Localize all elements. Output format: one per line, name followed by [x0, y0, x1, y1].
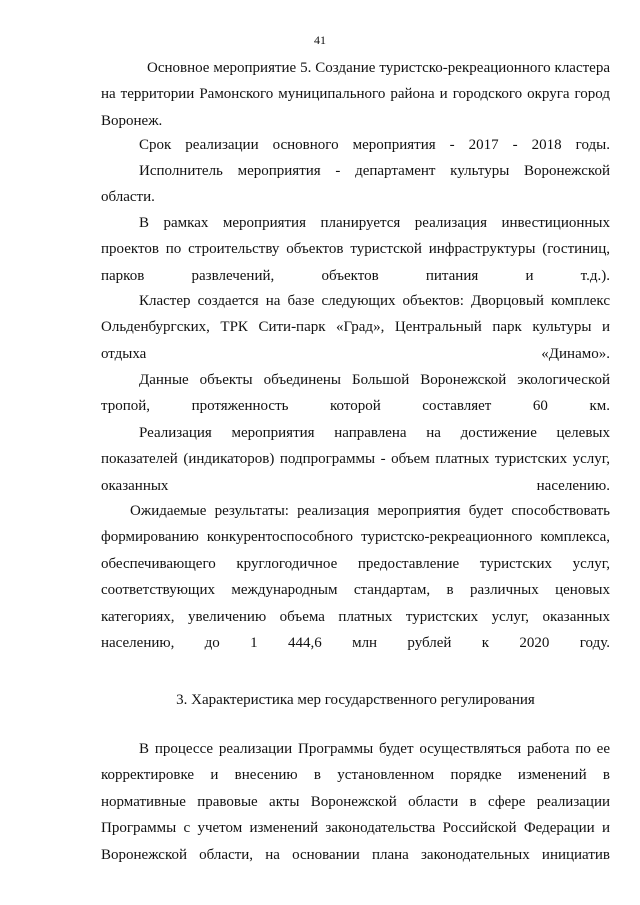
paragraph-target-indicators: Реализация мероприятия направлена на достижение целевых показателей (индикаторов) подпрограммы - объем платных туристских услуг, оказанных населению. [101, 425, 610, 494]
paragraph-ecological-trail: Данные объекты объединены Большой Воронежской экологической тропой, протяженность которой составляет 60 км. [101, 372, 610, 415]
section-heading: 3. Характеристика мер государственного регулирования [176, 692, 535, 708]
paragraph-program-adjustment: В процессе реализации Программы будет осуществляться работа по ее корректировке и внесению в установленном порядке изменений в нормативные правовые акты Воронежской области в сфере реализации Программы с учетом изменений законодательства Российской Федерации и Воронежской области, на основании плана законодательных инициатив [101, 741, 610, 863]
paragraph-main-event-5: Основное мероприятие 5. Создание туристско-рекреационного кластера на территории Рамонского муниципального района и городского округа город Воронеж. [101, 60, 610, 129]
paragraph-expected-results: Ожидаемые результаты: реализация мероприятия будет способствовать формированию конкурентоспособного туристско-рекреационного комплекса, обеспечивающего круглогодичное предоставление туристских услуг, соответствующих международным стандартам, в различных ценовых категориях, увеличению объема платных туристских услуг, оказанных населению, до 1 444,6 млн рублей к 2020 году. [101, 503, 610, 652]
page-number: 41 [314, 33, 326, 47]
paragraph-executor: Исполнитель мероприятия - департамент культуры Воронежской области. [101, 163, 610, 206]
paragraph-investment-projects: В рамках мероприятия планируется реализация инвестиционных проектов по строительству объектов туристской инфраструктуры (гостиниц, парков развлечений, объектов питания и т.д.). [101, 215, 610, 284]
paragraph-cluster-objects: Кластер создается на базе следующих объектов: Дворцовый комплекс Ольденбургских, ТРК Сити-парк «Град», Центральный парк культуры и отдыха «Динамо». [101, 293, 610, 362]
paragraph-deadline: Срок реализации основного мероприятия - 2017 - 2018 годы. [139, 137, 610, 153]
